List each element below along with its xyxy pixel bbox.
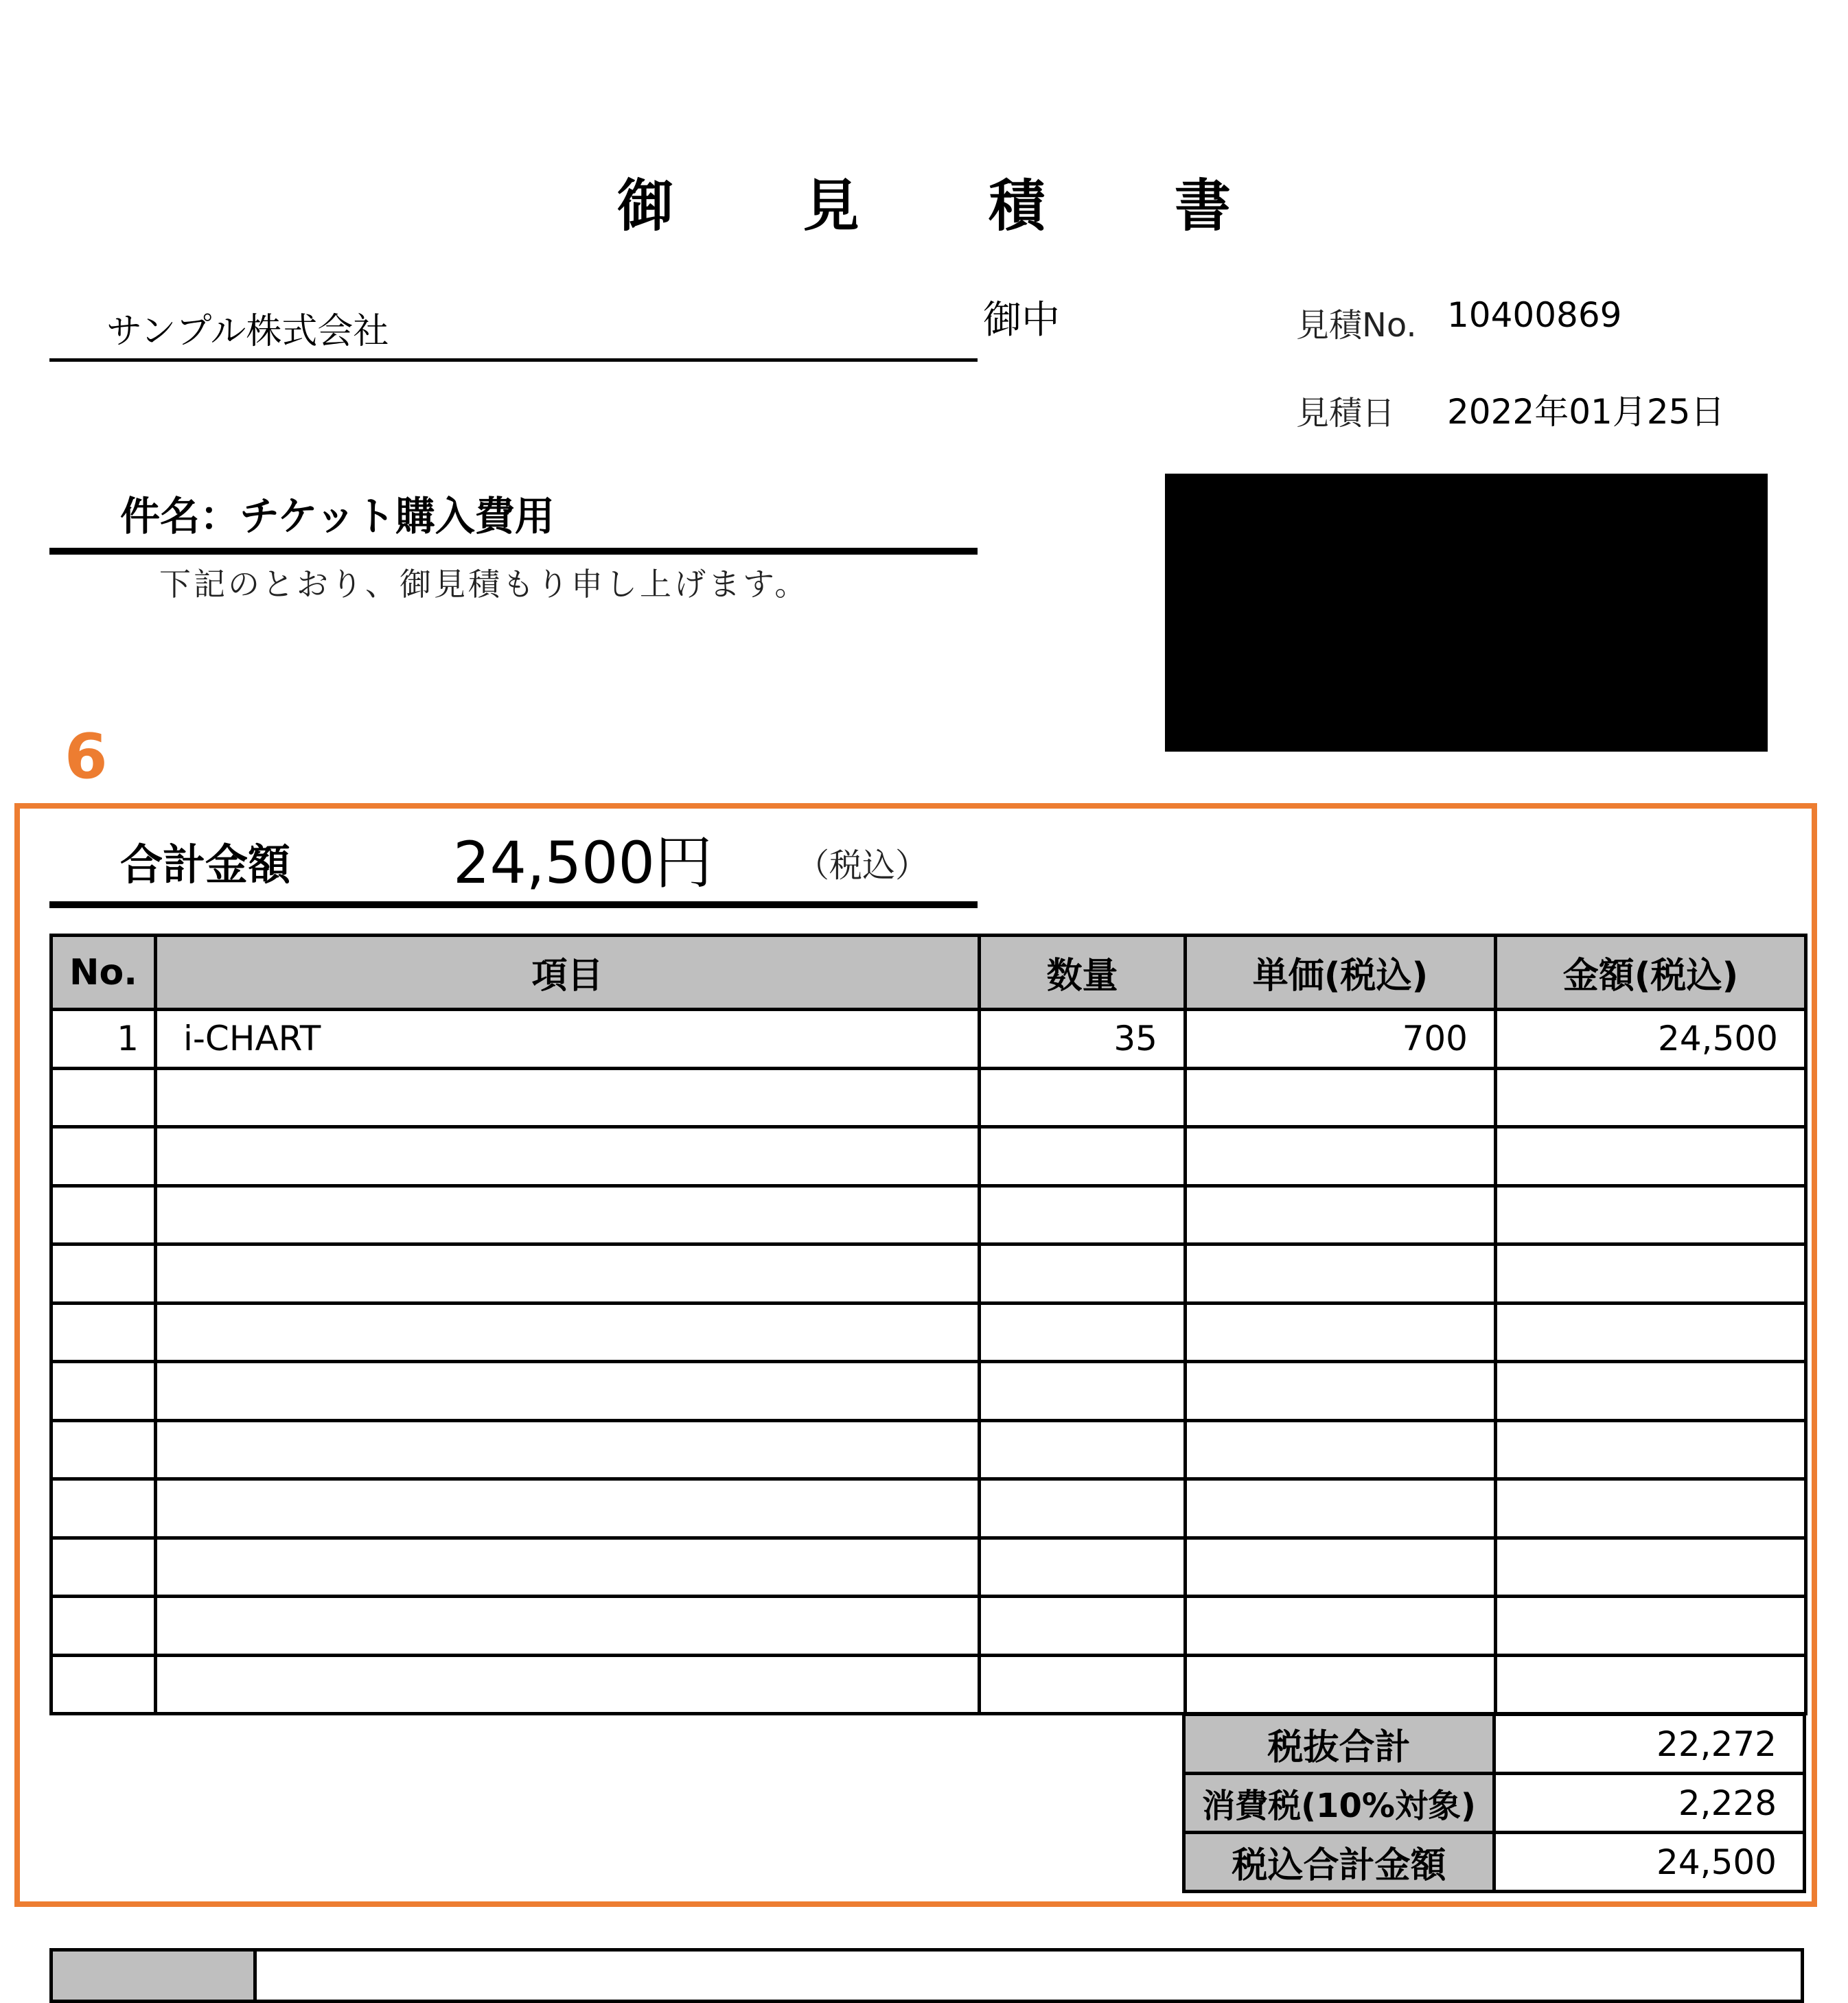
row-no: 1	[51, 1010, 156, 1069]
table-row	[51, 1185, 1806, 1244]
total-underline	[49, 901, 978, 908]
header-amount: 金額(税込)	[1496, 936, 1806, 1010]
client-honorific: 御中	[983, 298, 1060, 343]
estimate-date-value: 2022年01月25日	[1447, 392, 1725, 432]
remarks-box	[49, 1948, 1804, 2003]
table-row	[51, 1244, 1806, 1304]
total-value: 24,500円	[453, 829, 713, 896]
subject-title: 件名：チケット購入費用	[120, 493, 555, 540]
header-no: No.	[51, 936, 156, 1010]
total-label: 合計金額	[120, 840, 291, 890]
subtotal-label: 税抜合計	[1184, 1715, 1494, 1774]
redacted-block	[1165, 474, 1768, 752]
grand-total-value: 24,500	[1494, 1833, 1805, 1892]
summary-row-tax	[1184, 1774, 1805, 1833]
header-unit-price: 単価(税込)	[1186, 936, 1496, 1010]
row-unit-price: 700	[1186, 1010, 1496, 1069]
grand-total-label: 税込合計金額	[1184, 1833, 1494, 1892]
row-qty: 35	[980, 1010, 1186, 1069]
table-row	[51, 1597, 1806, 1656]
table-row	[51, 1362, 1806, 1421]
tax-label: 消費税(10%対象)	[1184, 1774, 1494, 1833]
subject-underline	[49, 548, 978, 555]
callout-number: 6	[65, 721, 108, 793]
subtotal-value: 22,272	[1494, 1715, 1805, 1774]
table-row	[51, 1420, 1806, 1479]
estimate-no-value: 10400869	[1447, 295, 1622, 335]
header-qty: 数量	[980, 936, 1186, 1010]
items-table	[49, 934, 1807, 1715]
remarks-label-cell	[49, 1948, 257, 2003]
summary-table	[1182, 1713, 1806, 1893]
table-row	[51, 1479, 1806, 1538]
subject-note: 下記のとおり、御見積もり申し上げます。	[159, 566, 809, 603]
estimate-date-label: 見積日	[1296, 394, 1396, 432]
table-row	[51, 1538, 1806, 1597]
estimate-no-label: 見積No.	[1296, 306, 1417, 345]
client-underline	[49, 358, 978, 362]
table-header-row	[51, 936, 1806, 1010]
table-row	[51, 1068, 1806, 1127]
client-name: サンプル株式会社	[106, 311, 389, 352]
table-row	[51, 1010, 1806, 1069]
table-row	[51, 1303, 1806, 1362]
document-title: 御 見 積 書	[617, 174, 1286, 239]
row-amount: 24,500	[1496, 1010, 1806, 1069]
header-item: 項目	[156, 936, 980, 1010]
summary-row-total	[1184, 1833, 1805, 1892]
total-tax-note: （税込）	[796, 846, 929, 885]
table-row	[51, 1127, 1806, 1186]
summary-row-subtotal	[1184, 1715, 1805, 1774]
table-row	[51, 1655, 1806, 1714]
row-item: i-CHART	[156, 1010, 980, 1069]
tax-value: 2,228	[1494, 1774, 1805, 1833]
